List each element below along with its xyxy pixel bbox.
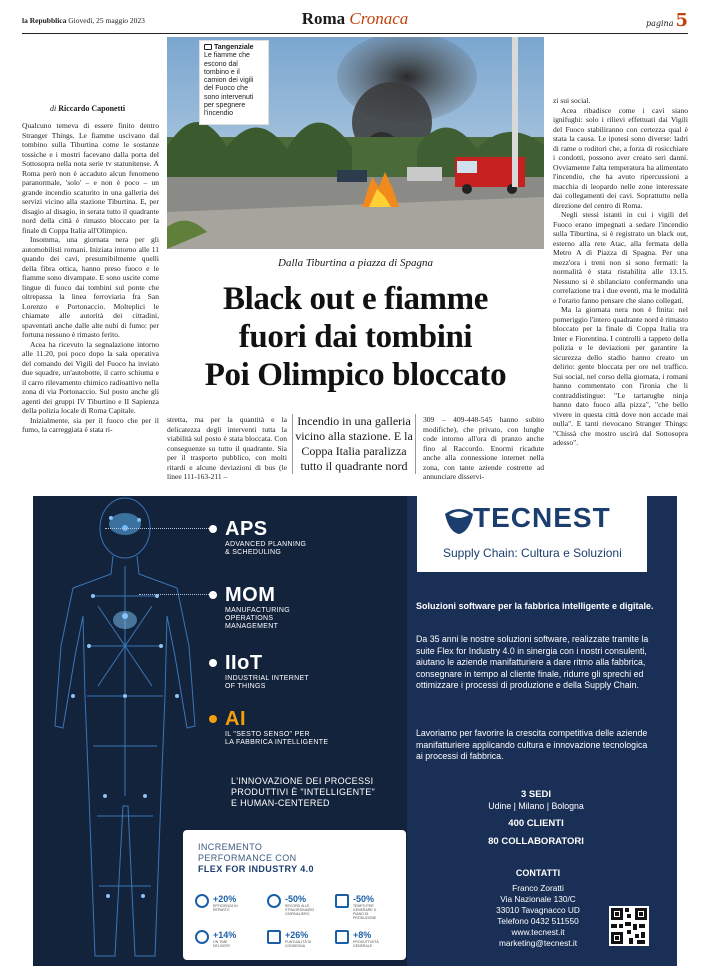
stat-value: -50% bbox=[285, 894, 307, 904]
headline-line: Black out e fiamme bbox=[222, 281, 488, 317]
contacts-title: CONTATTI bbox=[515, 868, 561, 878]
caption-text: Le fiamme che escono dal tombino e il camion dei vigili del Fuoco che sono intervenuti per spegnere l'incendio bbox=[204, 52, 254, 118]
performance-title-line: PERFORMANCE CON bbox=[198, 853, 297, 863]
contact-city: 33010 Tavagnacco UD bbox=[496, 905, 580, 915]
feature-title: AI bbox=[225, 708, 246, 730]
stat-value: +26% bbox=[285, 930, 309, 940]
pitch-body-2: Lavoriamo per favorire la crescita competitiva delle aziende manifatturiere applicando cultura e innovazione tecnologica ai processi di fabbrica. bbox=[416, 728, 648, 761]
pitch-body: Da 35 anni le nostre soluzioni software, realizzate tramite la suite Flex for Industry 4.0 in sinergia con i nostri consulenti, aiutano le aziende manifatturiere a dare ritmo alla fabbrica, consegnare in tempo al cliente finale, ridurre gli sprechi ed ottimizzare i processi di produzione e della Supply Chain. bbox=[416, 634, 649, 690]
feature-desc: & SCHEDULING bbox=[225, 549, 282, 556]
feature-desc: INDUSTRIAL INTERNET bbox=[225, 675, 310, 682]
performance-title bbox=[198, 842, 314, 875]
stat-item bbox=[353, 930, 383, 948]
pitch-title: Soluzioni software per la fabbrica intelligente e digitale. bbox=[416, 601, 654, 611]
performance-box bbox=[183, 830, 406, 960]
section-main: Roma bbox=[301, 9, 346, 28]
paragraph: Qualcuno temeva di essere finito dentro Stranger Things. Le fiamme uscivano dal tombino sulla Tiburtina come le sostanze tossiche e i mostri facevano dalla porta del Sottosopra nella nota serie tv statunitense. A Roma però non è accaduto alcun fenomeno paranormale, 'solo' – e non è poco – un grande incendio scaturito in una galleria dei servizi vicino alla stazione Tiburtina. E, per disagio al disagio, in serata tutto il quadrante nord della città è rimasto bloccato per la finale di Coppa Italia all'Olimpico. bbox=[22, 121, 159, 235]
clock-icon bbox=[195, 930, 209, 944]
performance-title-product: FLEX FOR INDUSTRY 4.0 bbox=[198, 864, 314, 874]
kicker: Dalla Tiburtina a piazza di Spagna bbox=[278, 257, 433, 269]
contact-web[interactable]: www.tecnest.it bbox=[511, 927, 565, 937]
byline bbox=[50, 104, 125, 113]
camera-icon bbox=[204, 44, 212, 50]
feature-desc: IL "SESTO SENSO" PER bbox=[225, 731, 310, 738]
contact-street: Via Nazionale 130/C bbox=[500, 894, 576, 904]
photo-caption bbox=[199, 40, 269, 125]
byline-prefix: di bbox=[50, 104, 57, 113]
contact-phone: Telefono 0432 511550 bbox=[497, 916, 579, 926]
article-column-5 bbox=[553, 96, 688, 448]
paragraph: Insomma, una giornata nera per gli automobilisti romani. Iniziata intorno alle 11 quando dei cavi, presumibilmente quelli della fibra ottica, hanno preso fuoco e le fiamme sono divampate. E sono uscite come lingue di fuoco dai tombini sul ponte che oltrepassa la linea ferroviaria fra San Lorenzo e Portonaccio. Molteplici le chiamate alle autorità dei cittadini, spaventati anche dalle alte nubi di fumo: per fortuna nessuno è rimasto ferito. bbox=[22, 235, 159, 339]
gear-icon bbox=[195, 894, 209, 908]
stat-label: EFFICIENZA IN REPARTO bbox=[213, 904, 238, 912]
stat-value: +8% bbox=[353, 930, 372, 940]
stat-value: +20% bbox=[213, 894, 237, 904]
brand-name: TECNEST bbox=[473, 502, 611, 533]
contact-name: Franco Zoratti bbox=[512, 883, 564, 893]
paragraph: 309 – 409-448-545 hanno subito modifiche), che privato, con lunghe code intorno all'ora di pranzo anche fino al Raccordo. Enormi ricadute anche alla connessione internet nella zona, con tante aziende costrette ad annunciare disservi- bbox=[423, 415, 544, 481]
section-title bbox=[22, 9, 688, 29]
feature-title: IIoT bbox=[225, 652, 263, 674]
tecnest-advertisement bbox=[33, 496, 677, 966]
masthead bbox=[22, 6, 688, 34]
subheadline: Incendio in una galleria vicino alla stazione. E la Coppa Italia paralizza tutto il quadrante nord bbox=[292, 414, 416, 474]
feature-ai bbox=[225, 708, 328, 747]
stat-label: PRODUTTIVITÀ GENERALE bbox=[353, 940, 379, 948]
paragraph: zi sui social. bbox=[553, 96, 591, 105]
stat-value: -50% bbox=[353, 894, 375, 904]
caption-title-text: Tangenziale bbox=[214, 44, 254, 51]
paragraph: Acea ribadisce come i cavi siano ignifughi: solo i rilievi effettuati dai Vigili del Fuoco stabiliranno con certezza qual è stata la causa. Le ipotesi sono diverse: ladri di rame o roditori che, a forza di rosicchiare i condotti, possono aver creato seri danni. Ovviamente l'alta temperatura ha alimentato l'incendio, che ha avuto ripercussioni a macchia di leopardo nelle zone interessate dai collegamenti dei cavi. Soprattutto nella direzione del centro di Roma. bbox=[553, 105, 688, 210]
article-column-2 bbox=[167, 415, 287, 482]
feature-desc: MANAGEMENT bbox=[225, 623, 279, 630]
paragraph: stretta, ma per la quantità e la delicatezza degli interventi tutta la viabilità sul posto è stata bloccata. Con conseguenze su tutto il quadrante. Sia per il trasporto pubblico, con molti ritardi e alcune deviazioni di bus (le linee 111-163-211 – bbox=[167, 415, 287, 481]
clients-count: 400 CLIENTI bbox=[508, 818, 564, 829]
stat-item bbox=[285, 930, 315, 948]
headline-line: fuori dai tombini bbox=[238, 319, 473, 355]
headline-line: Poi Olimpico bloccato bbox=[204, 357, 507, 393]
feature-mom bbox=[225, 584, 290, 631]
issue-date: Giovedì, 25 maggio 2023 bbox=[68, 16, 145, 25]
staff-count: 80 COLLABORATORI bbox=[488, 835, 584, 847]
innovation-line: PRODUTTIVI È "INTELLIGENTE" bbox=[231, 787, 376, 797]
feature-desc: LA FABBRICA INTELLIGENTE bbox=[225, 739, 329, 746]
truck-icon bbox=[267, 930, 281, 944]
feature-desc: ADVANCED PLANNING bbox=[225, 541, 307, 548]
clipboard-icon bbox=[335, 894, 349, 908]
paper-name: la Repubblica bbox=[22, 16, 67, 25]
article-column-1 bbox=[22, 121, 159, 435]
section-sub: Cronaca bbox=[349, 9, 409, 28]
stat-label: TEMPO PER GENERARE IL PIANO DI PRODUZIONE bbox=[353, 904, 377, 920]
sedi-cities: Udine | Milano | Bologna bbox=[488, 800, 584, 811]
page-number bbox=[646, 10, 688, 31]
innovation-line: E HUMAN-CENTERED bbox=[231, 798, 330, 808]
page-num: 5 bbox=[675, 10, 688, 31]
stat-item bbox=[285, 894, 315, 916]
bar-chart-icon bbox=[335, 930, 349, 944]
paragraph: Ma la giornata nera non è finita: nel pomeriggio l'intero quadrante nord è rimasto bloccato per la finale di Coppa Italia tra Inter e Fiorentina. I controlli a tappeto della polizia e le deviazioni per garantire la sicurezza dello stadio hanno creato un delirio: gente bloccata per ore nel traffico. Sui social, nel corso della giornata, i romani hanno commentato con l'ironia che li contraddistingue: "Le tartarughe ninja hanno dato fuoco alla pizza", "che bello vivere in questa città dove non accade mai nulla". E tanti rievocano Stranger Things: "Chissà che mostro uscirà dal Sottosopra adesso". bbox=[553, 305, 688, 447]
paragraph: Inizialmente, sia per il fuoco che per il fumo, la carreggiata è stata ri- bbox=[22, 415, 159, 434]
stat-item bbox=[213, 930, 243, 948]
stat-value: +14% bbox=[213, 930, 237, 940]
brand-slogan: Supply Chain: Cultura e Soluzioni bbox=[443, 546, 622, 560]
feature-desc: MANUFACTURING bbox=[225, 607, 290, 614]
paragraph: Negli stessi istanti in cui i vigili del Fuoco erano impegnati a sedare l'incendio sulla Tiburtina, si è registrato un black out, esterno alla rete Atac, alla fermata della Metro A di Piazza di Spagna. Per una mezz'ora i treni non si sono fermati: la normalità è stata ristabilita alle 13.15. Nessuno si è sbilanciato confermando una correlazione tra i due eventi, ma le modalità e l'orario fanno pensare che siano collegati. bbox=[553, 210, 688, 305]
sedi-title: 3 SEDI bbox=[520, 789, 552, 800]
contacts bbox=[463, 868, 613, 949]
article-column-4 bbox=[423, 415, 544, 482]
performance-title-line: INCREMENTO bbox=[198, 842, 263, 852]
clock-icon bbox=[267, 894, 281, 908]
company-facts bbox=[416, 789, 656, 847]
innovation-line: L'INNOVAZIONE DEI PROCESSI bbox=[231, 776, 374, 786]
stat-label: ON TIME DELIVERY bbox=[213, 940, 231, 948]
stat-item bbox=[353, 894, 383, 920]
stat-label: PUNTUALITÀ DI CONSEGNA bbox=[285, 940, 312, 948]
page-label: pagina bbox=[645, 19, 674, 28]
feature-title: APS bbox=[225, 518, 268, 540]
feature-desc: OPERATIONS bbox=[225, 615, 274, 622]
feature-title: MOM bbox=[225, 584, 276, 606]
tecnest-logo-icon bbox=[443, 506, 475, 536]
stat-item bbox=[213, 894, 243, 912]
headline bbox=[167, 280, 544, 394]
stat-label: RECORD ALLE STRAORDINARIO GIORNALIERO bbox=[285, 904, 315, 916]
contact-email[interactable]: marketing@tecnest.it bbox=[498, 938, 578, 948]
caption-title bbox=[204, 44, 264, 52]
feature-desc: OF THINGS bbox=[225, 683, 266, 690]
feature-iiot bbox=[225, 652, 309, 691]
byline-name: Riccardo Caponetti bbox=[58, 104, 126, 113]
innovation-text bbox=[231, 776, 391, 809]
qr-code-icon[interactable] bbox=[609, 906, 649, 946]
paragraph: Acea ha ricevuto la segnalazione intorno alle 11.20, poi poco dopo la sala operativa del comando dei Vigili del Fuoco ha inviato due squadre, un'autobotte, il carro schiuma e il carro rilevamento chimico radioattivo nella zona di via Portonaccio. Sul posto anche gli agenti dei gruppi IV Tiburtino e II Sapienza della polizia locale di Roma Capitale. bbox=[22, 339, 159, 415]
feature-aps bbox=[225, 518, 306, 557]
